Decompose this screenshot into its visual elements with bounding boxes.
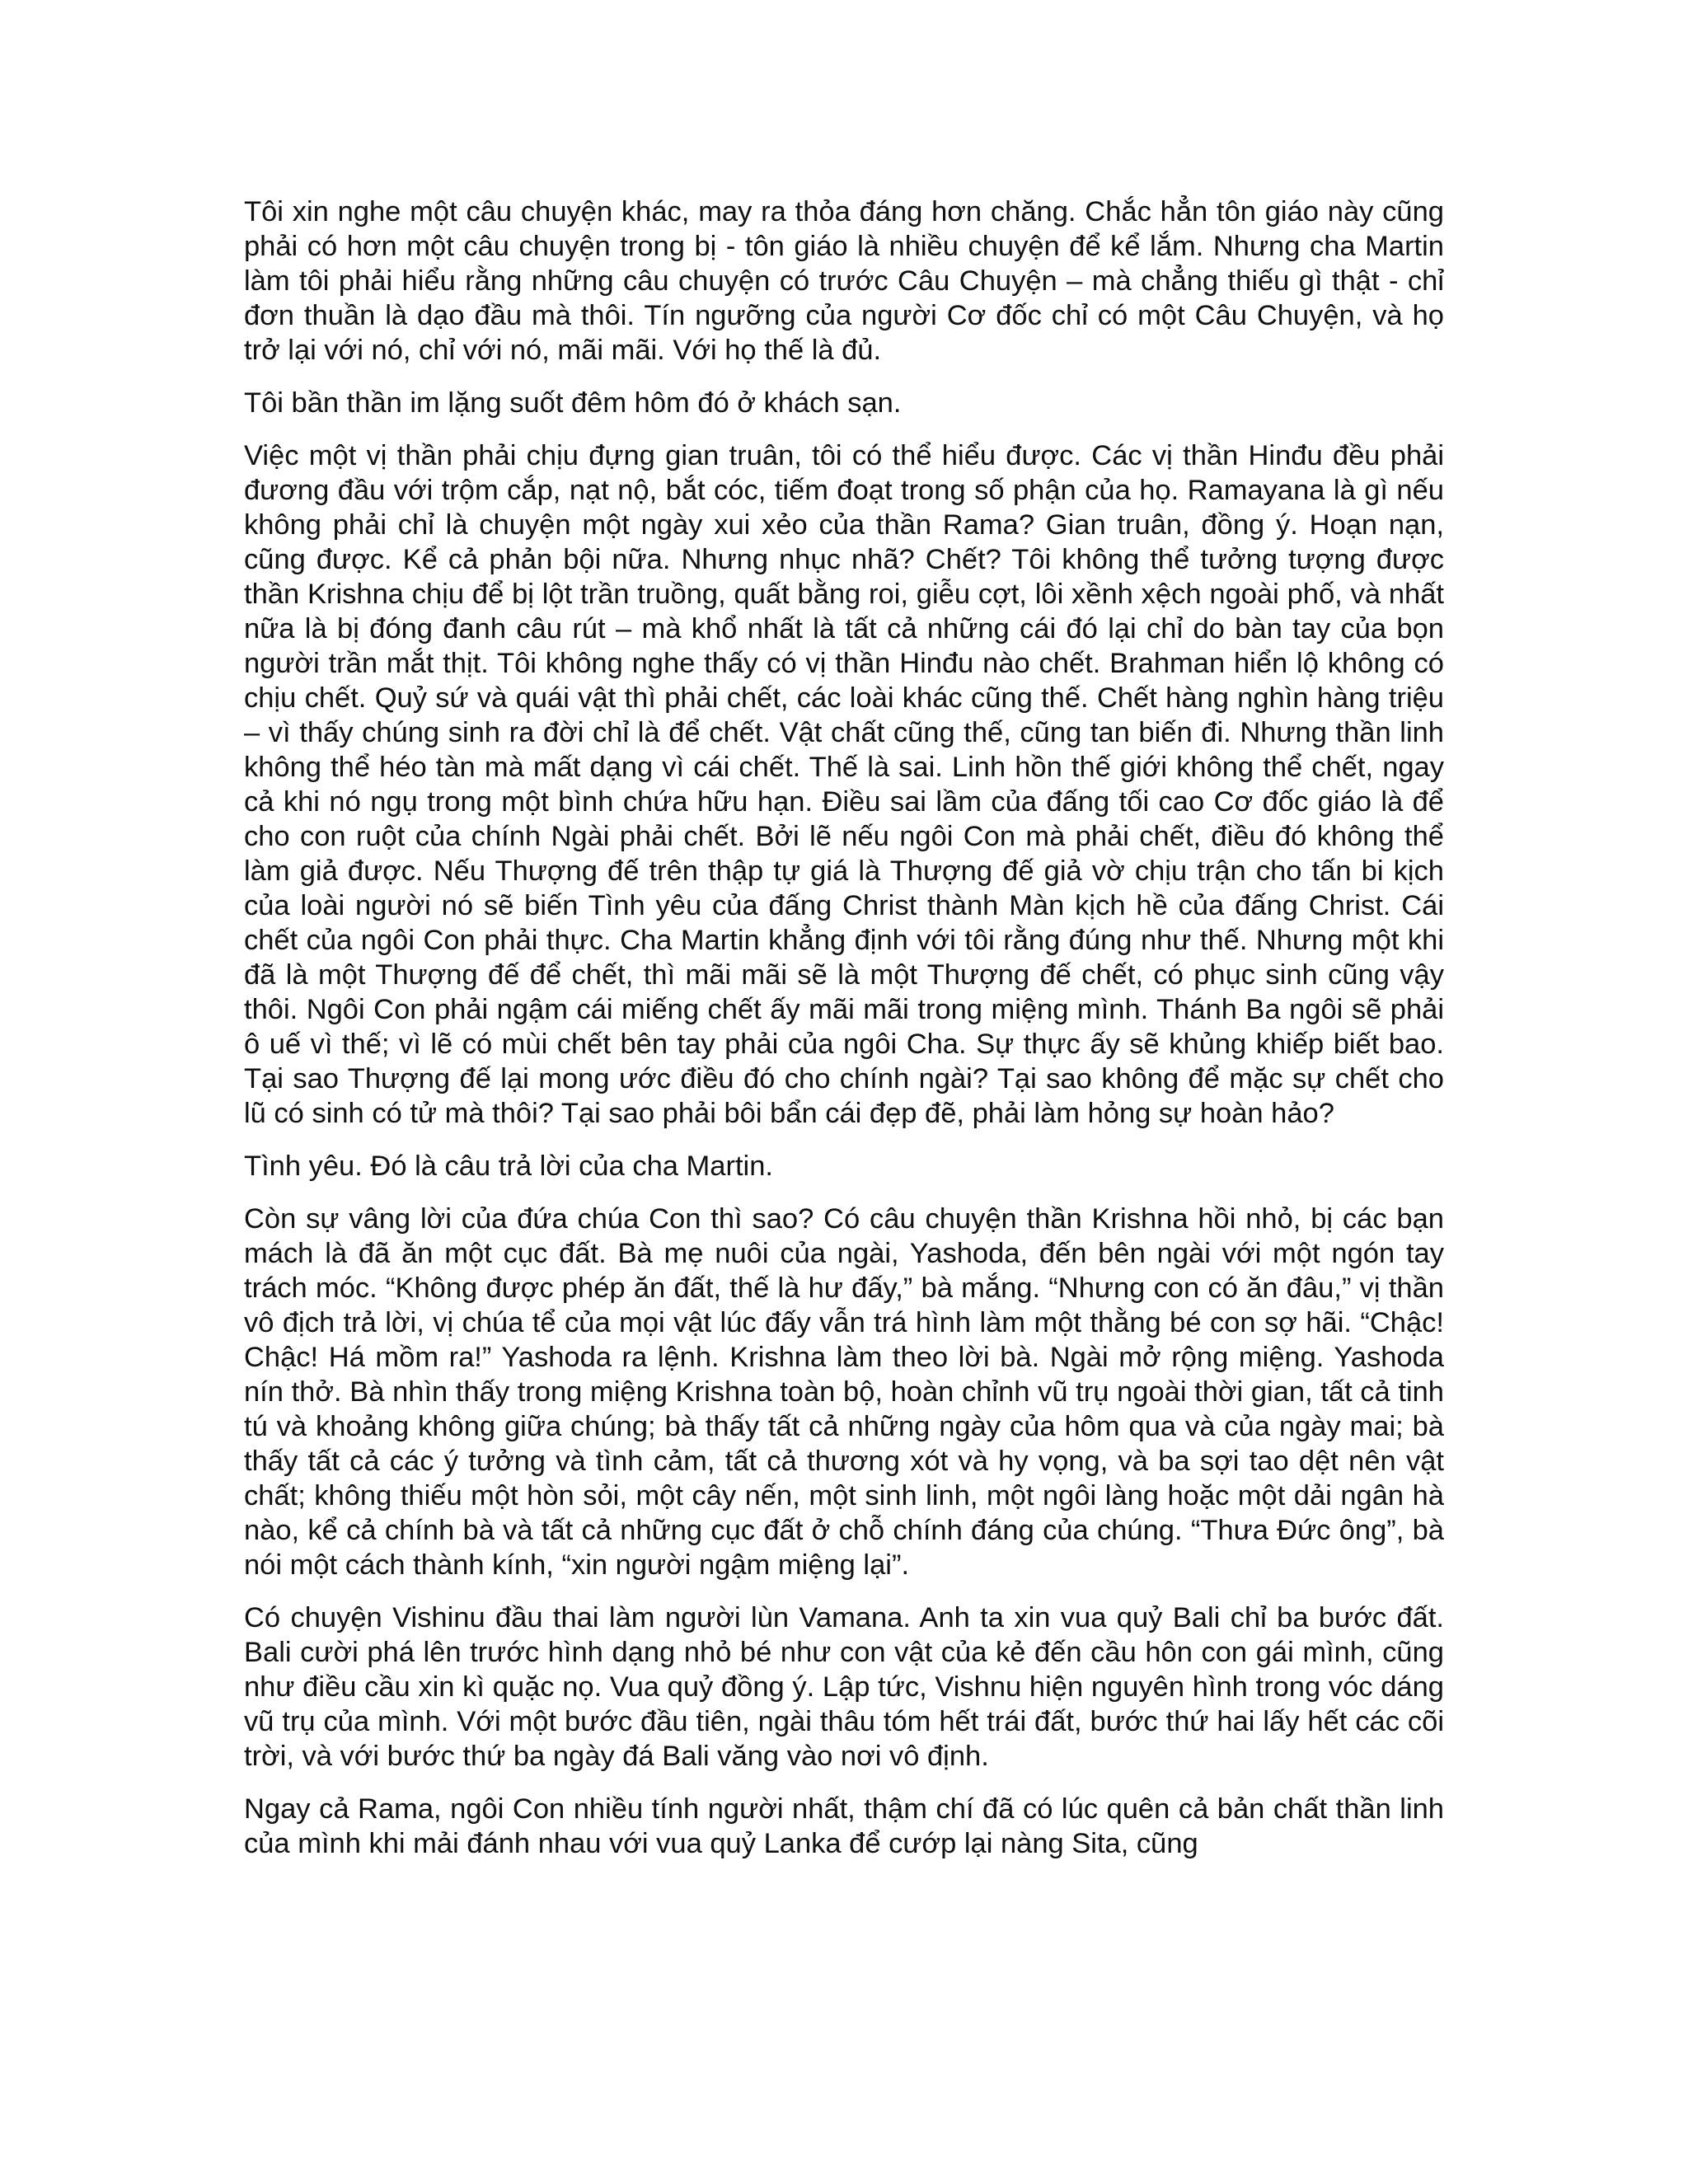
paragraph: Việc một vị thần phải chịu đựng gian truân, tôi có thể hiểu được. Các vị thần Hinđu đều phải đương đầu với trộm cắp, nạt nộ, bắt cóc, tiếm đoạt trong số phận của họ. Ramayana là gì nếu không phải chỉ là chuyện một ngày xui xẻo của thần Rama? Gian truân, đồng ý. Hoạn nạn, cũng được. Kể cả phản bội nữa. Nhưng nhục nhã? Chết? Tôi không thể tưởng tượng được thần Krishna chịu để bị lột trần truồng, quất bằng roi, giễu cợt, lôi xềnh xệch ngoài phố, và nhất nữa là bị đóng đanh câu rút – mà khổ nhất là tất cả những cái đó lại chỉ do bàn tay của bọn người trần mắt thịt. Tôi không nghe thấy có vị thần Hinđu nào chết. Brahman hiển lộ không có chịu chết. Quỷ sứ và quái vật thì phải chết, các loài khác cũng thế. Chết hàng nghìn hàng triệu – vì thấy chúng sinh ra đời chỉ là để chết. Vật chất cũng thế, cũng tan biến đi. Nhưng thần linh không thể héo tàn mà mất dạng vì cái chết. Thế là sai. Linh hồn thế giới không thể chết, ngay cả khi nó ngụ trong một bình chứa hữu hạn. Điều sai lầm của đấng tối cao Cơ đốc giáo là để cho con ruột của chính Ngài phải chết. Bởi lẽ nếu ngôi Con mà phải chết, điều đó không thể làm giả được. Nếu Thượng đế trên thập tự giá là Thượng đế giả vờ chịu trận cho tấn bi kịch của loài người nó sẽ biến Tình yêu của đấng Christ thành Màn kịch hề của đấng Christ. Cái chết của ngôi Con phải thực. Cha Martin khẳng định với tôi rằng đúng như thế. Nhưng một khi đã là một Thượng đế để chết, thì mãi mãi sẽ là một Thượng đế chết, có phục sinh cũng vậy thôi. Ngôi Con phải ngậm cái miếng chết ấy mãi mãi trong miệng mình. Thánh Ba ngôi sẽ phải ô uế vì thế; vì lẽ có mùi chết bên tay phải của ngôi Cha. Sự thực ấy sẽ khủng khiếp biết bao. Tại sao Thượng đế lại mong ước điều đó cho chính ngài? Tại sao không để mặc sự chết cho lũ có sinh có tử mà thôi? Tại sao phải bôi bẩn cái đẹp đẽ, phải làm hỏng sự hoàn hảo? <box>244 440 1444 1129</box>
paragraph: Tình yêu. Đó là câu trả lời của cha Martin. <box>244 1151 773 1182</box>
paragraph: Tôi bần thần im lặng suốt đêm hôm đó ở khách sạn. <box>244 387 902 419</box>
paragraph: Có chuyện Vishinu đầu thai làm người lùn Vamana. Anh ta xin vua quỷ Bali chỉ ba bước đất. Bali cười phá lên trước hình dạng nhỏ bé như con vật của kẻ đến cầu hôn con gái mình, cũng như điều cầu xin kì quặc nọ. Vua quỷ đồng ý. Lập tức, Vishnu hiện nguyên hình trong vóc dáng vũ trụ của mình. Với một bước đầu tiên, ngài thâu tóm hết trái đất, bước thứ hai lấy hết các cõi trời, và với bước thứ ba ngày đá Bali văng vào nơi vô định. <box>244 1602 1444 1772</box>
paragraph: Còn sự vâng lời của đứa chúa Con thì sao? Có câu chuyện thần Krishna hồi nhỏ, bị các bạn mách là đã ăn một cục đất. Bà mẹ nuôi của ngài, Yashoda, đến bên ngài với một ngón tay trách móc. “Không được phép ăn đất, thế là hư đấy,” bà mắng. “Nhưng con có ăn đâu,” vị thần vô địch trả lời, vị chúa tể của mọi vật lúc đấy vẫn trá hình làm một thằng bé con sợ hãi. “Chậc! Chậc! Há mồm ra!” Yashoda ra lệnh. Krishna làm theo lời bà. Ngài mở rộng miệng. Yashoda nín thở. Bà nhìn thấy trong miệng Krishna toàn bộ, hoàn chỉnh vũ trụ ngoài thời gian, tất cả tinh tú và khoảng không giữa chúng; bà thấy tất cả những ngày của hôm qua và của ngày mai; bà thấy tất cả các ý tưởng và tình cảm, tất cả thương xót và hy vọng, và ba sợi tao dệt nên vật chất; không thiếu một hòn sỏi, một cây nến, một sinh linh, một ngôi làng hoặc một dải ngân hà nào, kể cả chính bà và tất cả những cục đất ở chỗ chính đáng của chúng. “Thưa Đức ông”, bà nói một cách thành kính, “xin người ngậm miệng lại”. <box>244 1203 1444 1581</box>
paragraph: Ngay cả Rama, ngôi Con nhiều tính người nhất, thậm chí đã có lúc quên cả bản chất thần linh của mình khi mải đánh nhau với vua quỷ Lanka để cướp lại nàng Sita, cũng <box>244 1793 1444 1859</box>
body-text <box>244 194 1444 1879</box>
paragraph: Tôi xin nghe một câu chuyện khác, may ra thỏa đáng hơn chăng. Chắc hẳn tôn giáo này cũng phải có hơn một câu chuyện trong bị - tôn giáo là nhiều chuyện để kể lắm. Nhưng cha Martin làm tôi phải hiểu rằng những câu chuyện có trước Câu Chuyện – mà chẳng thiếu gì thật - chỉ đơn thuần là dạo đầu mà thôi. Tín ngưỡng của người Cơ đốc chỉ có một Câu Chuyện, và họ trở lại với nó, chỉ với nó, mãi mãi. Với họ thế là đủ. <box>244 196 1444 366</box>
